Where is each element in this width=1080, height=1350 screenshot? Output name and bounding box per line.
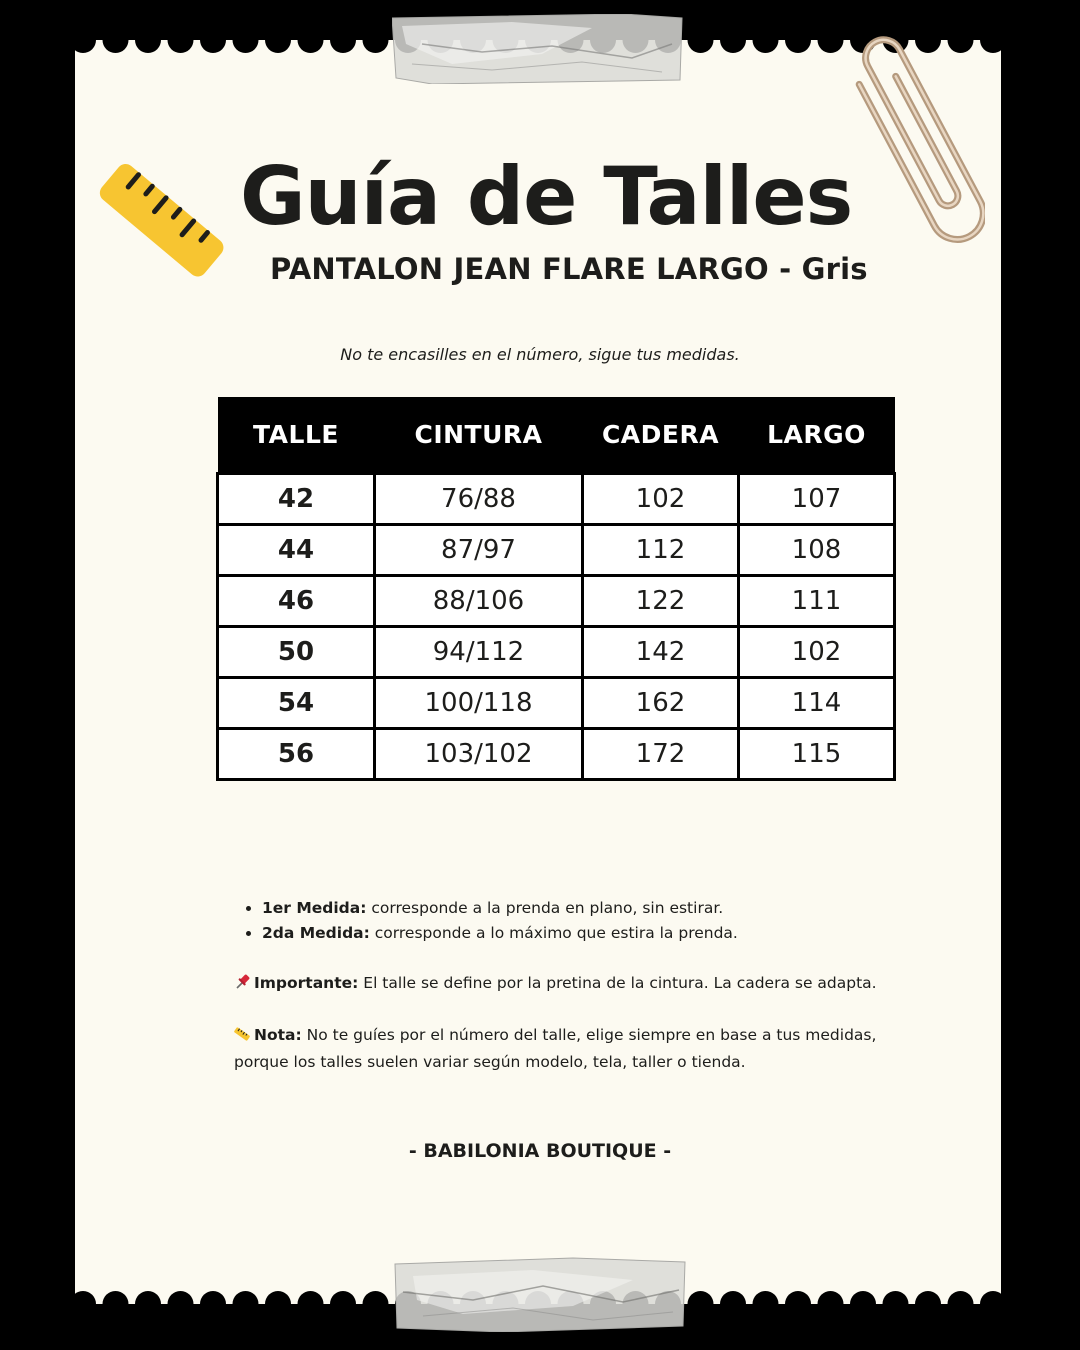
column-header-cintura: CINTURA bbox=[375, 397, 583, 474]
list-item bbox=[262, 896, 934, 921]
note-label: 1er Medida: bbox=[262, 899, 367, 917]
size-table bbox=[216, 397, 896, 781]
cintura-cell: 76/88 bbox=[375, 474, 583, 525]
cadera-cell: 162 bbox=[583, 678, 739, 729]
note-text: El talle se define por la pretina de la cintura. La cadera se adapta. bbox=[363, 974, 877, 992]
talle-cell: 46 bbox=[218, 576, 375, 627]
note-label: Importante: bbox=[254, 974, 359, 992]
cadera-cell: 142 bbox=[583, 627, 739, 678]
cintura-cell: 88/106 bbox=[375, 576, 583, 627]
cadera-cell: 122 bbox=[583, 576, 739, 627]
notes-section bbox=[234, 896, 934, 1075]
largo-cell: 111 bbox=[739, 576, 895, 627]
note-text: corresponde a la prenda en plano, sin estirar. bbox=[371, 899, 724, 917]
table-row bbox=[218, 525, 895, 576]
note-text: No te guíes por el número del talle, elige siempre en base a tus medidas, porque los talles suelen variar según modelo, tela, taller o tienda. bbox=[234, 1026, 877, 1071]
note-text: corresponde a lo máximo que estira la prenda. bbox=[374, 924, 738, 942]
page-title: Guía de Talles bbox=[240, 150, 853, 243]
brand-name: - BABILONIA BOUTIQUE - bbox=[408, 1140, 672, 1162]
column-header-cadera: CADERA bbox=[583, 397, 739, 474]
tape-icon bbox=[393, 1256, 687, 1336]
tape-icon bbox=[392, 14, 684, 88]
talle-cell: 44 bbox=[218, 525, 375, 576]
pushpin-icon bbox=[234, 973, 250, 998]
note-label: Nota: bbox=[254, 1026, 302, 1044]
largo-cell: 107 bbox=[739, 474, 895, 525]
table-row bbox=[218, 576, 895, 627]
cintura-cell: 87/97 bbox=[375, 525, 583, 576]
cintura-cell: 103/102 bbox=[375, 729, 583, 780]
cadera-cell: 172 bbox=[583, 729, 739, 780]
ruler-mini-icon bbox=[234, 1025, 250, 1050]
talle-cell: 42 bbox=[218, 474, 375, 525]
talle-cell: 54 bbox=[218, 678, 375, 729]
column-header-talle: TALLE bbox=[218, 397, 375, 474]
importante-note bbox=[234, 971, 934, 998]
table-header-row bbox=[218, 397, 895, 474]
list-item bbox=[262, 921, 934, 946]
measure-list bbox=[234, 896, 934, 946]
table-row bbox=[218, 627, 895, 678]
nota-note bbox=[234, 1023, 934, 1075]
talle-cell: 56 bbox=[218, 729, 375, 780]
largo-cell: 102 bbox=[739, 627, 895, 678]
cadera-cell: 112 bbox=[583, 525, 739, 576]
ruler-icon bbox=[96, 158, 226, 288]
cadera-cell: 102 bbox=[583, 474, 739, 525]
cintura-cell: 100/118 bbox=[375, 678, 583, 729]
table-row bbox=[218, 729, 895, 780]
largo-cell: 114 bbox=[739, 678, 895, 729]
tagline: No te encasilles en el número, sigue tus medidas. bbox=[340, 345, 740, 364]
largo-cell: 108 bbox=[739, 525, 895, 576]
talle-cell: 50 bbox=[218, 627, 375, 678]
largo-cell: 115 bbox=[739, 729, 895, 780]
table-row bbox=[218, 678, 895, 729]
column-header-largo: LARGO bbox=[739, 397, 895, 474]
product-subtitle: PANTALON JEAN FLARE LARGO - Gris bbox=[270, 252, 868, 286]
note-label: 2da Medida: bbox=[262, 924, 370, 942]
cintura-cell: 94/112 bbox=[375, 627, 583, 678]
table-row bbox=[218, 474, 895, 525]
